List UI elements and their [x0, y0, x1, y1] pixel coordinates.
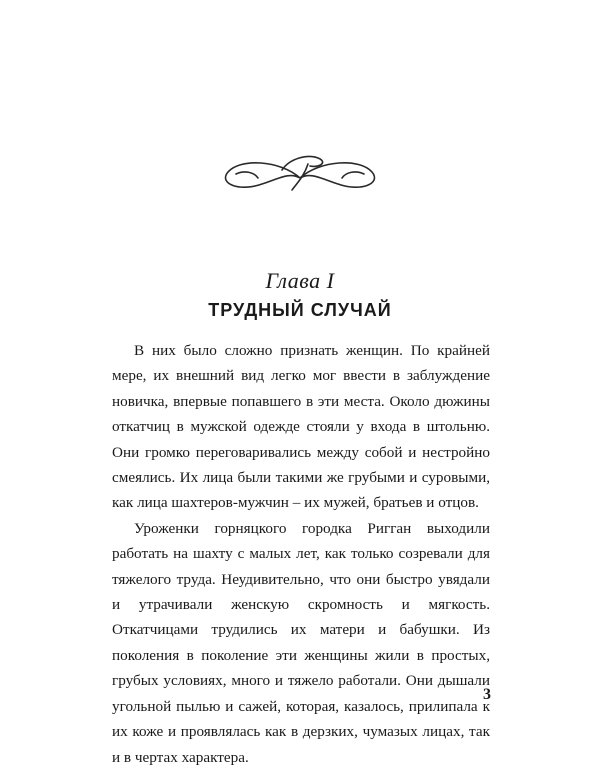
chapter-title: ТРУДНЫЙ СЛУЧАЙ — [208, 300, 392, 320]
chapter-number: Глава I — [265, 268, 335, 293]
decorative-flourish-icon — [210, 150, 390, 200]
body-text — [112, 338, 490, 770]
paragraph: Уроженки горняцкого городка Ригган выходили работать на шахту с малых лет, как только созревали для тяжелого труда. Неудивительно, что они быстро увядали и утрачивали женскую скромность и мягкость. Откатчицами трудились их матери и бабушки. Из поколения в поколение эти женщины жили в простых, грубых условиях, много и тяжело работали. Они дышали угольной пылью и сажей, которая, казалось, прилипала к их коже и проявлялась как в дерзких, чумазых лицах, так и в чертах характера. — [112, 519, 490, 766]
paragraph: В них было сложно признать женщин. По крайней мере, их внешний вид легко мог ввести в заблуждение новичка, впервые попавшего в эти места. Около дюжины откатчиц в мужской одежде стояли у входа в штольню. Они громко переговаривались между собой и нестройно смеялись. Их лица были такими же грубыми и суровыми, как лица шахтеров-мужчин – их мужей, братьев и отцов. — [112, 342, 490, 512]
page-number: 3 — [483, 686, 491, 703]
